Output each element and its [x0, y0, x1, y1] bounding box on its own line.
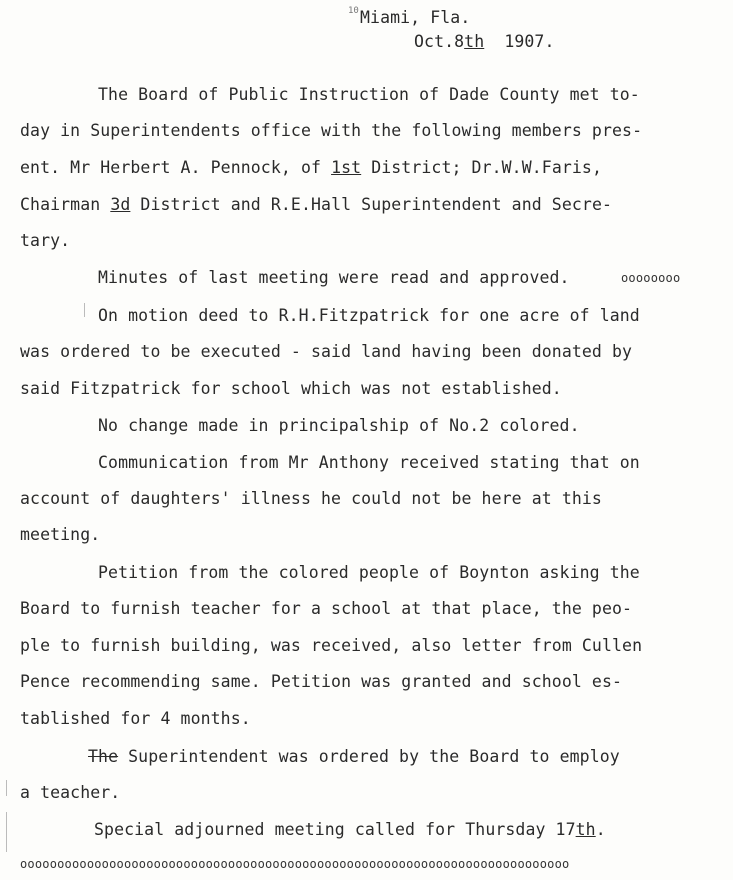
date-prefix: Oct.8	[414, 32, 465, 51]
underlined-1st: 1st	[331, 158, 362, 177]
header-place: Miami, Fla.	[360, 8, 471, 27]
superintendent-line-1: The Superintendent was ordered by the Board to employ	[88, 747, 620, 766]
struck-the: The	[88, 747, 119, 766]
superintendent-line-2: a teacher.	[20, 783, 121, 802]
paragraph-line-5: tary.	[20, 231, 71, 250]
motion-line-3: said Fitzpatrick for school which was not established.	[20, 379, 562, 398]
underlined-th: th	[575, 820, 596, 839]
adjourned-line: Special adjourned meeting called for Thursday 17th.	[94, 820, 606, 839]
principalship-line: No change made in principalship of No.2 colored.	[98, 416, 580, 435]
underlined-3d: 3d	[110, 195, 131, 214]
date-suffix: th	[464, 32, 485, 51]
left-margin-mark-lower	[6, 812, 7, 852]
paragraph-line-3: ent. Mr Herbert A. Pennock, of 1st District; Dr.W.W.Faris,	[20, 158, 602, 177]
petition-line-3: ple to furnish building, was received, also letter from Cullen	[20, 636, 643, 655]
petition-line-5: tablished for 4 months.	[20, 709, 251, 728]
left-margin-mark	[6, 780, 7, 796]
paragraph-line-1: The Board of Public Instruction of Dade County met to-	[98, 85, 640, 104]
petition-line-2: Board to furnish teacher for a school at that place, the peo-	[20, 599, 633, 618]
communication-line-2: account of daughters' illness he could not be here at this	[20, 489, 602, 508]
minutes-dots: oooooooo	[621, 271, 681, 285]
motion-line-2: was ordered to be executed - said land having been donated by	[20, 342, 633, 361]
petition-line-1: Petition from the colored people of Boynton asking the	[98, 563, 640, 582]
date-year: 1907.	[504, 32, 555, 51]
header-date	[414, 32, 555, 52]
closing-dots-row: oooooooooooooooooooooooooooooooooooooooooooooooooooooooooooooooooooooooooo	[20, 857, 570, 871]
motion-line-1: On motion deed to R.H.Fitzpatrick for one acre of land	[98, 306, 640, 325]
minutes-line: Minutes of last meeting were read and approved.	[98, 268, 570, 287]
communication-line-3: meeting.	[20, 525, 101, 544]
margin-mark	[84, 303, 85, 317]
paragraph-line-2: day in Superintendents office with the following members pres-	[20, 121, 643, 140]
paragraph-line-4: Chairman 3d District and R.E.Hall Superintendent and Secre-	[20, 195, 613, 214]
page-number: 10	[348, 6, 359, 16]
communication-line-1: Communication from Mr Anthony received stating that on	[98, 453, 640, 472]
petition-line-4: Pence recommending same. Petition was granted and school es-	[20, 672, 623, 691]
